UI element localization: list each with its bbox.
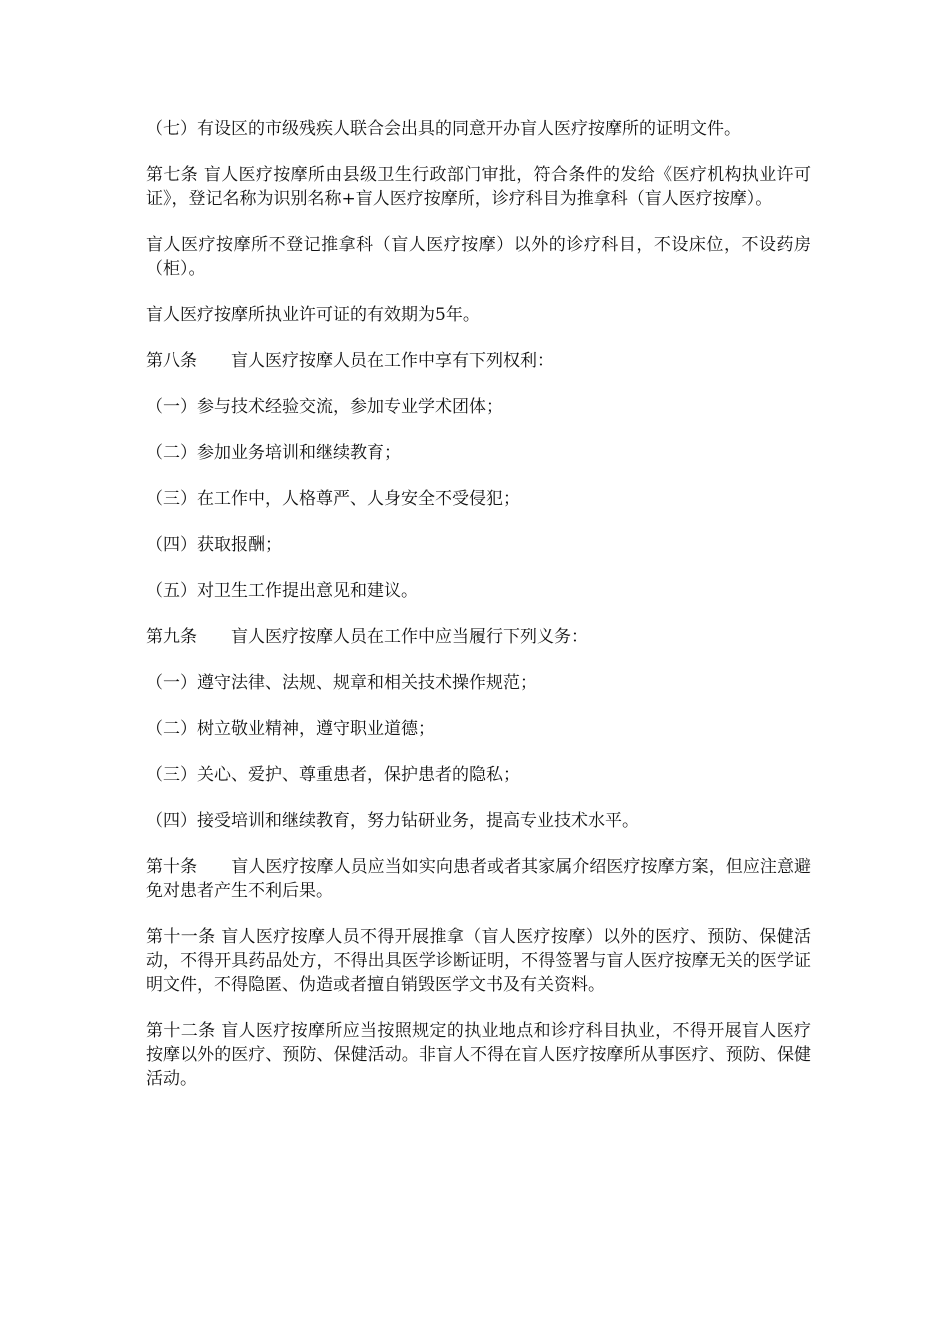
article-8-right-1: （一）参与技术经验交流，参加专业学术团体； [146,397,503,417]
article-9-duty-2: （二）树立敬业精神，遵守职业道德； [146,719,435,739]
article-9-duty-1: （一）遵守法律、法规、规章和相关技术操作规范； [146,673,537,693]
article-12: 第十二条 盲人医疗按摩所应当按照规定的执业地点和诊疗科目执业，不得开展盲人医疗按摩以外的医疗、预防、保健活动。非盲人不得在盲人医疗按摩所从事医疗、预防、保健活动。 [146,1021,811,1089]
article-9-duty-4: （四）接受培训和继续教育，努力钻研业务，提高专业技术水平。 [146,811,639,831]
article-7-approval: 第七条 盲人医疗按摩所由县级卫生行政部门审批，符合条件的发给《医疗机构执业许可证》，登记名称为识别名称+盲人医疗按摩所，诊疗科目为推拿科（盲人医疗按摩）。 [146,165,811,209]
article-7-license-validity: 盲人医疗按摩所执业许可证的有效期为5年。 [146,305,480,325]
article-8-heading: 第八条 盲人医疗按摩人员在工作中享有下列权利： [146,351,554,371]
article-10: 第十条 盲人医疗按摩人员应当如实向患者或者其家属介绍医疗按摩方案，但应注意避免对患者产生不利后果。 [146,857,811,901]
article-9-duty-3: （三）关心、爱护、尊重患者，保护患者的隐私； [146,765,520,785]
article-7-no-other-subjects: 盲人医疗按摩所不登记推拿科（盲人医疗按摩）以外的诊疗科目，不设床位，不设药房（柜）。 [146,235,811,279]
paragraph-item-7-certificate: （七）有设区的市级残疾人联合会出具的同意开办盲人医疗按摩所的证明文件。 [146,119,741,139]
article-8-right-2: （二）参加业务培训和继续教育； [146,443,401,463]
article-8-right-4: （四）获取报酬； [146,535,282,555]
article-11: 第十一条 盲人医疗按摩人员不得开展推拿（盲人医疗按摩）以外的医疗、预防、保健活动，不得开具药品处方，不得出具医学诊断证明，不得签署与盲人医疗按摩无关的医学证明文件，不得隐匿、伪造或者擅自销毁医学文书及有关资料。 [146,927,811,995]
article-8-right-5: （五）对卫生工作提出意见和建议。 [146,581,418,601]
article-9-heading: 第九条 盲人医疗按摩人员在工作中应当履行下列义务： [146,627,588,647]
document-body [146,117,811,1113]
article-8-right-3: （三）在工作中，人格尊严、人身安全不受侵犯； [146,489,520,509]
